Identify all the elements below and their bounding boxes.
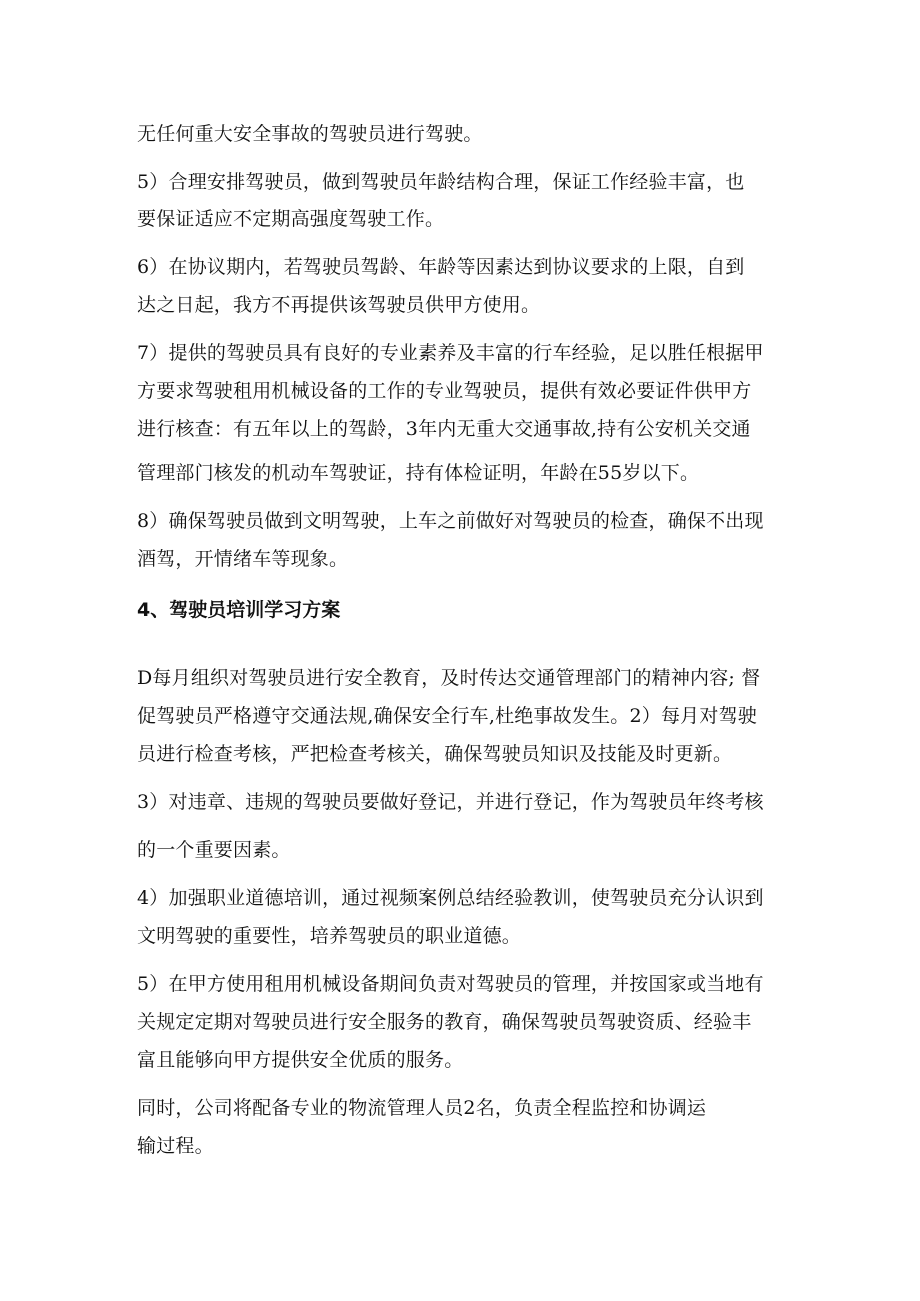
text-line: 无任何重大安全事故的驾驶员进行驾驶。 [137,123,483,145]
text-line: 3）对违章、违规的驾驶员要做好登记，并进行登记，作为驾驶员年终考核 [137,791,764,813]
text-line: 文明驾驶的重要性，培养驾驶员的职业道德。 [137,925,522,947]
text-line: 关规定定期对驾驶员进行安全服务的教育，确保驾驶员驾驶资质、经验丰 [137,1011,752,1033]
text-line: 5）合理安排驾驶员，做到驾驶员年龄结构合理，保证工作经验丰富，也 [137,171,745,193]
text-line: 5）在甲方使用租用机械设备期间负责对驾驶员的管理，并按国家或当地有 [137,973,764,995]
text-line: 8）确保驾驶员做到文明驾驶，上车之前做好对驾驶员的检查，确保不出现 [137,510,764,532]
text-line: 要保证适应不定期高强度驾驶工作。 [137,208,445,230]
text-line: 促驾驶员严格遵守交通法规,确保安全行车,杜绝事故发生。2）每月对驾驶 [137,705,757,727]
text-line: 达之日起，我方不再提供该驾驶员供甲方使用。 [137,294,541,316]
text-line: 方要求驾驶租用机械设备的工作的专业驾驶员，提供有效必要证件供甲方 [137,380,752,402]
text-line: 7）提供的驾驶员具有良好的专业素养及丰富的行车经验，足以胜任根据甲 [137,342,764,364]
text-line: 同时，公司将配备专业的物流管理人员2名，负责全程监控和协调运 [137,1097,707,1119]
text-line: 6）在协议期内，若驾驶员驾龄、年龄等因素达到协议要求的上限，自到 [137,256,745,278]
section-heading: 4、驾驶员培训学习方案 [137,599,341,621]
text-line: 进行核查：有五年以上的驾龄，3年内无重大交通事故,持有公安机关交通 [137,418,751,440]
text-line: 酒驾，开情绪车等现象。 [137,548,349,570]
text-line: D每月组织对驾驶员进行安全教育，及时传达交通管理部门的精神内容; 督 [137,667,761,689]
text-line: 管理部门核发的机动车驾驶证，持有体检证明，年龄在55岁以下。 [137,462,700,484]
text-line: 的一个重要因素。 [137,839,291,861]
text-line: 4）加强职业道德培训，通过视频案例总结经验教训，使驾驶员充分认识到 [137,887,764,909]
text-line: 输过程。 [137,1135,214,1157]
text-line: 员进行检查考核，严把检查考核关，确保驾驶员知识及技能及时更新。 [137,743,733,765]
text-line: 富且能够向甲方提供安全优质的服务。 [137,1049,464,1071]
